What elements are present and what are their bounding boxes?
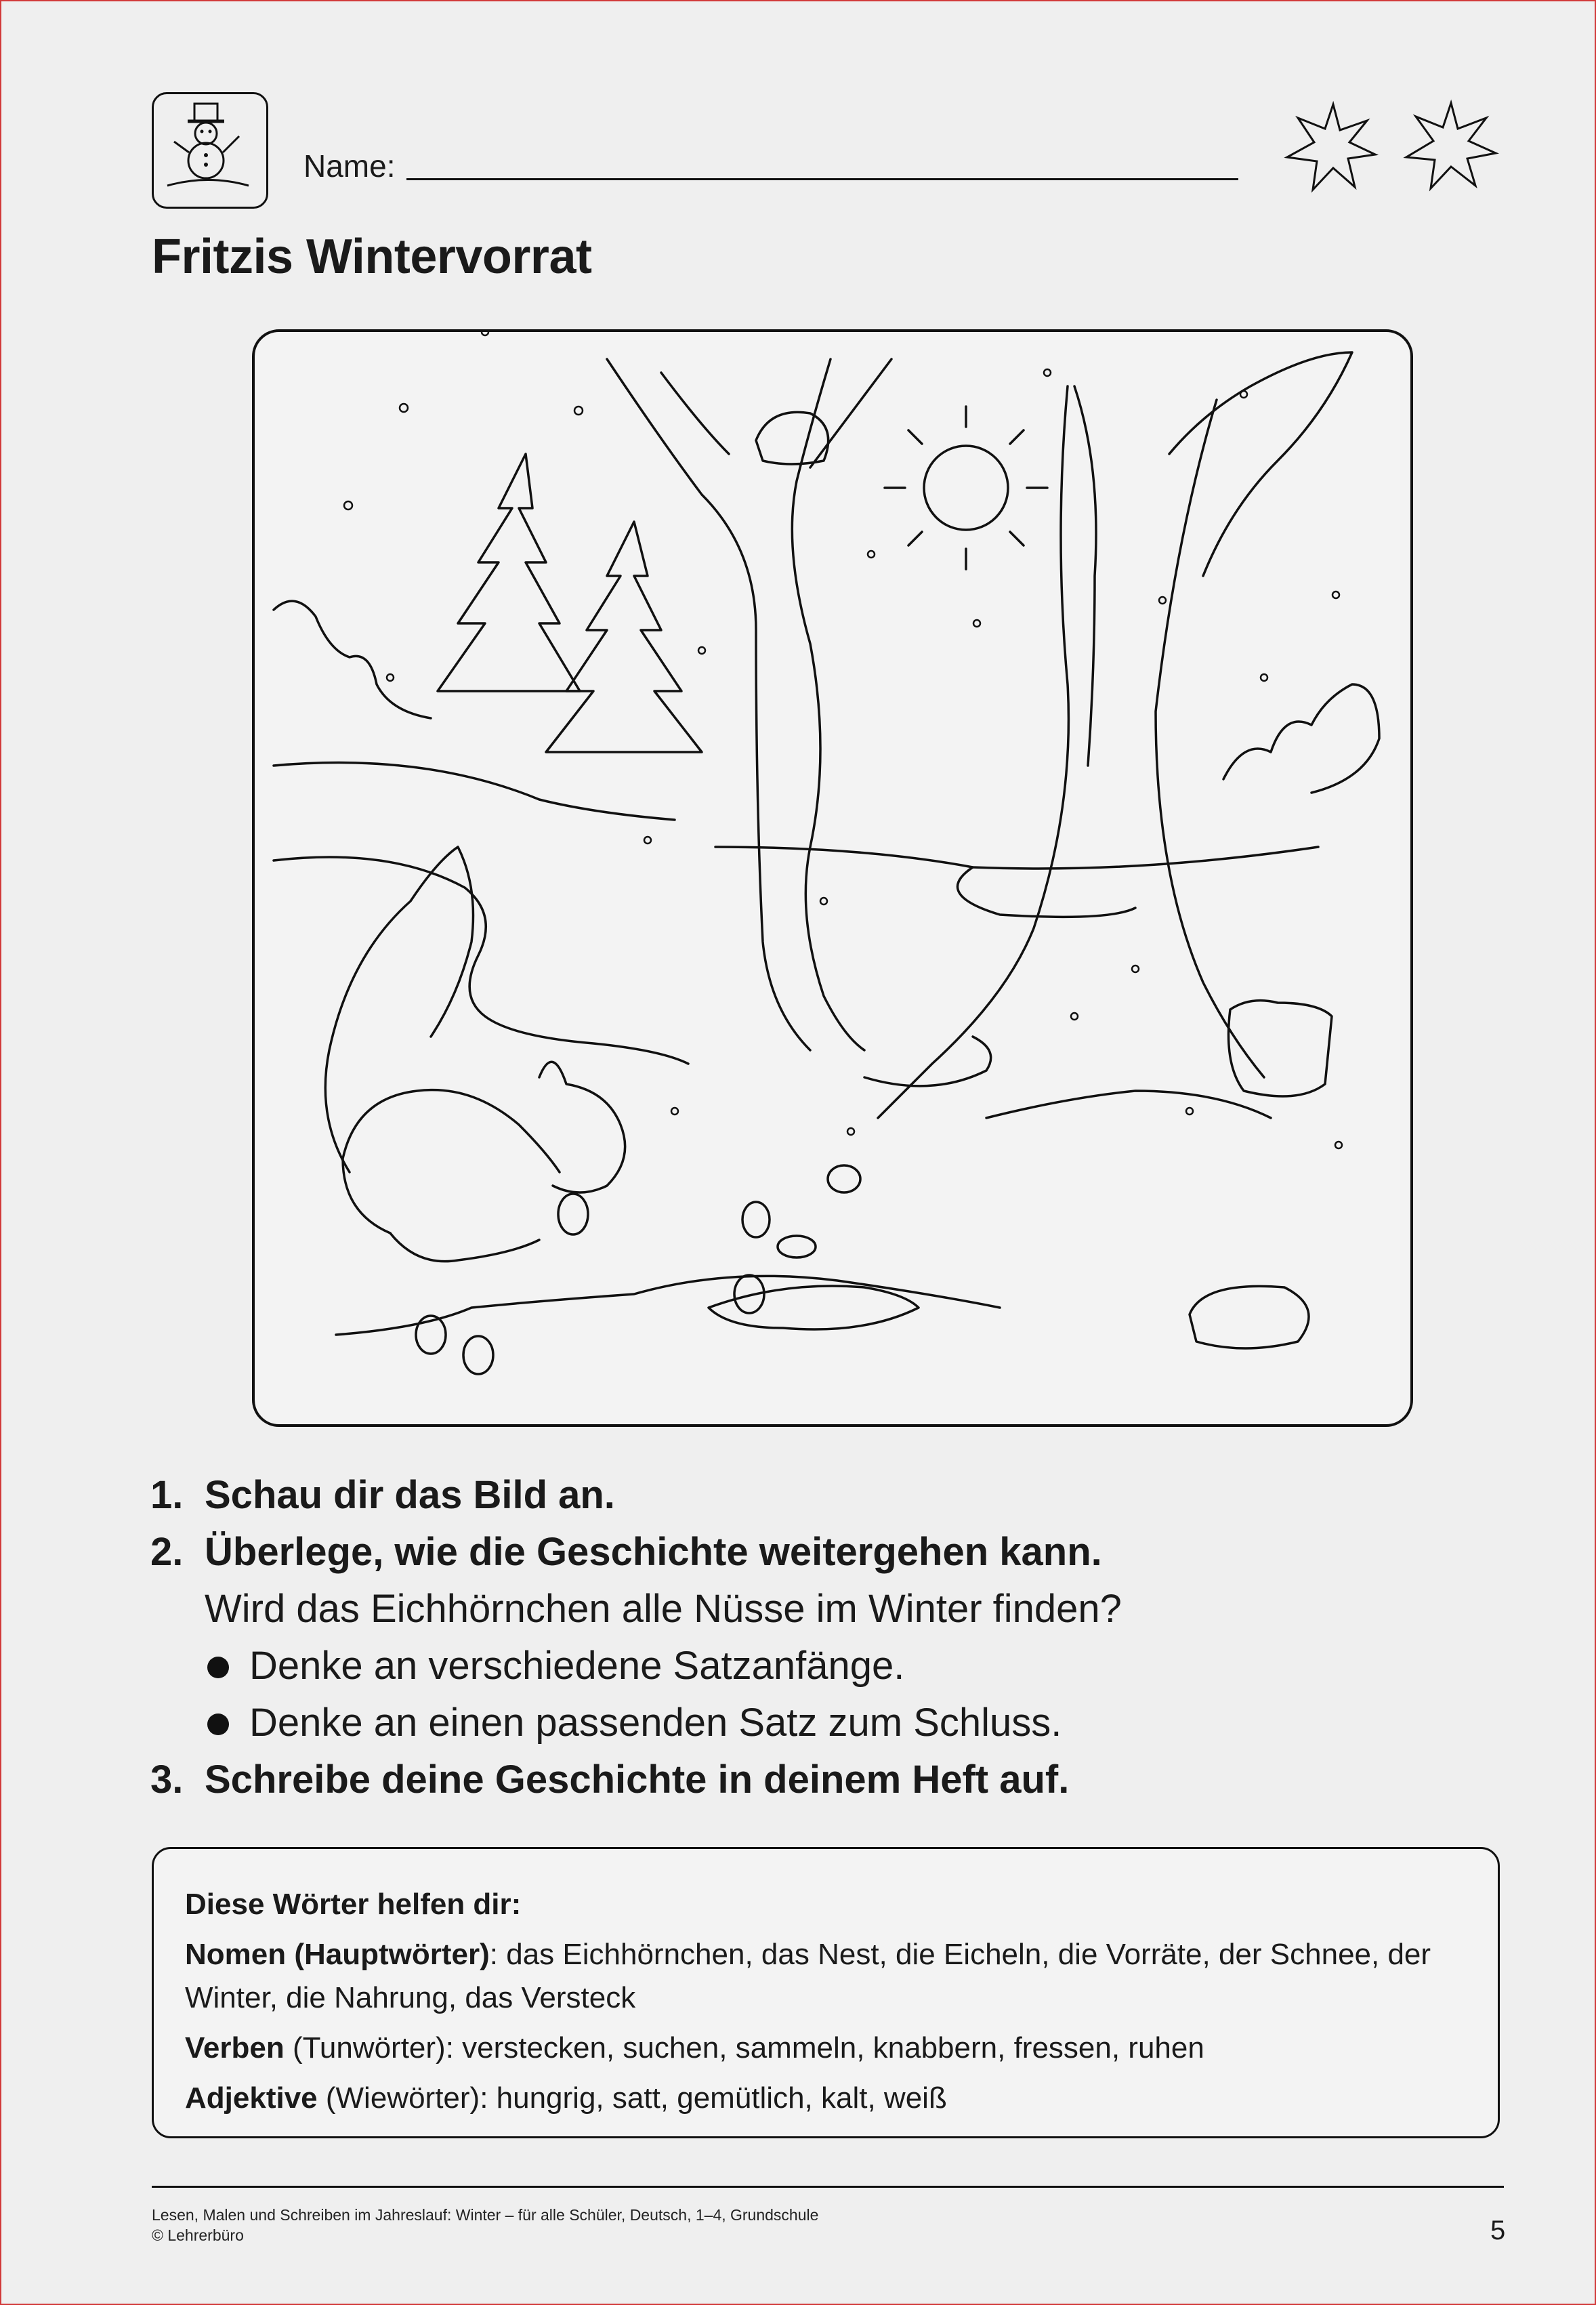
task-text: Schreibe deine Geschichte in deinem Heft auf. [205, 1758, 1070, 1802]
snowman-icon [152, 92, 268, 209]
footer [152, 2205, 818, 2245]
name-input-line[interactable] [406, 178, 1238, 180]
illustration-frame [252, 329, 1413, 1427]
verbs-line [185, 2027, 1467, 2070]
bullet-text: Denke an verschiedene Satzanfänge. [249, 1644, 905, 1688]
footer-divider [152, 2186, 1504, 2188]
footer-copyright: © Lehrerbüro [152, 2226, 244, 2244]
task-number: 2. [150, 1530, 184, 1574]
page-number: 5 [1490, 2216, 1506, 2245]
adjectives-label: Adjektive [185, 2081, 318, 2115]
task-text: Überlege, wie die Geschichte weitergehen kann. [205, 1530, 1102, 1574]
task-number: 1. [150, 1473, 184, 1517]
bullet-icon [207, 1714, 229, 1735]
task-3 [150, 1751, 1437, 1808]
difficulty-stars [1274, 95, 1511, 203]
task-2 [150, 1524, 1437, 1581]
task-list [150, 1467, 1437, 1808]
nouns-text: : das Eichhörnchen, das Nest, die Eicheln, die Vorräte, der Schnee, der Winter, die Nahrung, das Versteck [185, 1938, 1431, 2014]
star-icon [1406, 103, 1496, 188]
task-number: 3. [150, 1758, 184, 1802]
helpbox-heading: Diese Wörter helfen dir: [185, 1888, 522, 1921]
adjectives-line [185, 2077, 1467, 2120]
nouns-label: Nomen (Hauptwörter) [185, 1938, 490, 1971]
name-label: Name: [303, 148, 396, 184]
footer-source: Lesen, Malen und Schreiben im Jahreslauf: Winter – für alle Schüler, Deutsch, 1–4, Grundschule [152, 2206, 819, 2224]
task-text: Schau dir das Bild an. [205, 1473, 615, 1517]
winter-forest-squirrel-illustration [255, 332, 1410, 1424]
verbs-label: Verben [185, 2031, 285, 2064]
page-title: Fritzis Wintervorrat [152, 230, 592, 284]
bullet-text: Denke an einen passenden Satz zum Schluss. [249, 1701, 1062, 1745]
bullet-icon [207, 1657, 229, 1678]
star-icon [1287, 104, 1375, 190]
task-subtext: Wird das Eichhörnchen alle Nüsse im Winter finden? [205, 1587, 1122, 1631]
adjectives-text: (Wiewörter): hungrig, satt, gemütlich, kalt, weiß [317, 2081, 947, 2115]
task-2-subtext [150, 1581, 1437, 1638]
verbs-text: (Tunwörter): verstecken, suchen, sammeln, knabbern, fressen, ruhen [284, 2031, 1204, 2064]
nouns-line [185, 1933, 1467, 2020]
word-help-box [152, 1847, 1500, 2138]
bullet-item [150, 1695, 1437, 1751]
task-1 [150, 1467, 1437, 1524]
bullet-item [150, 1638, 1437, 1695]
